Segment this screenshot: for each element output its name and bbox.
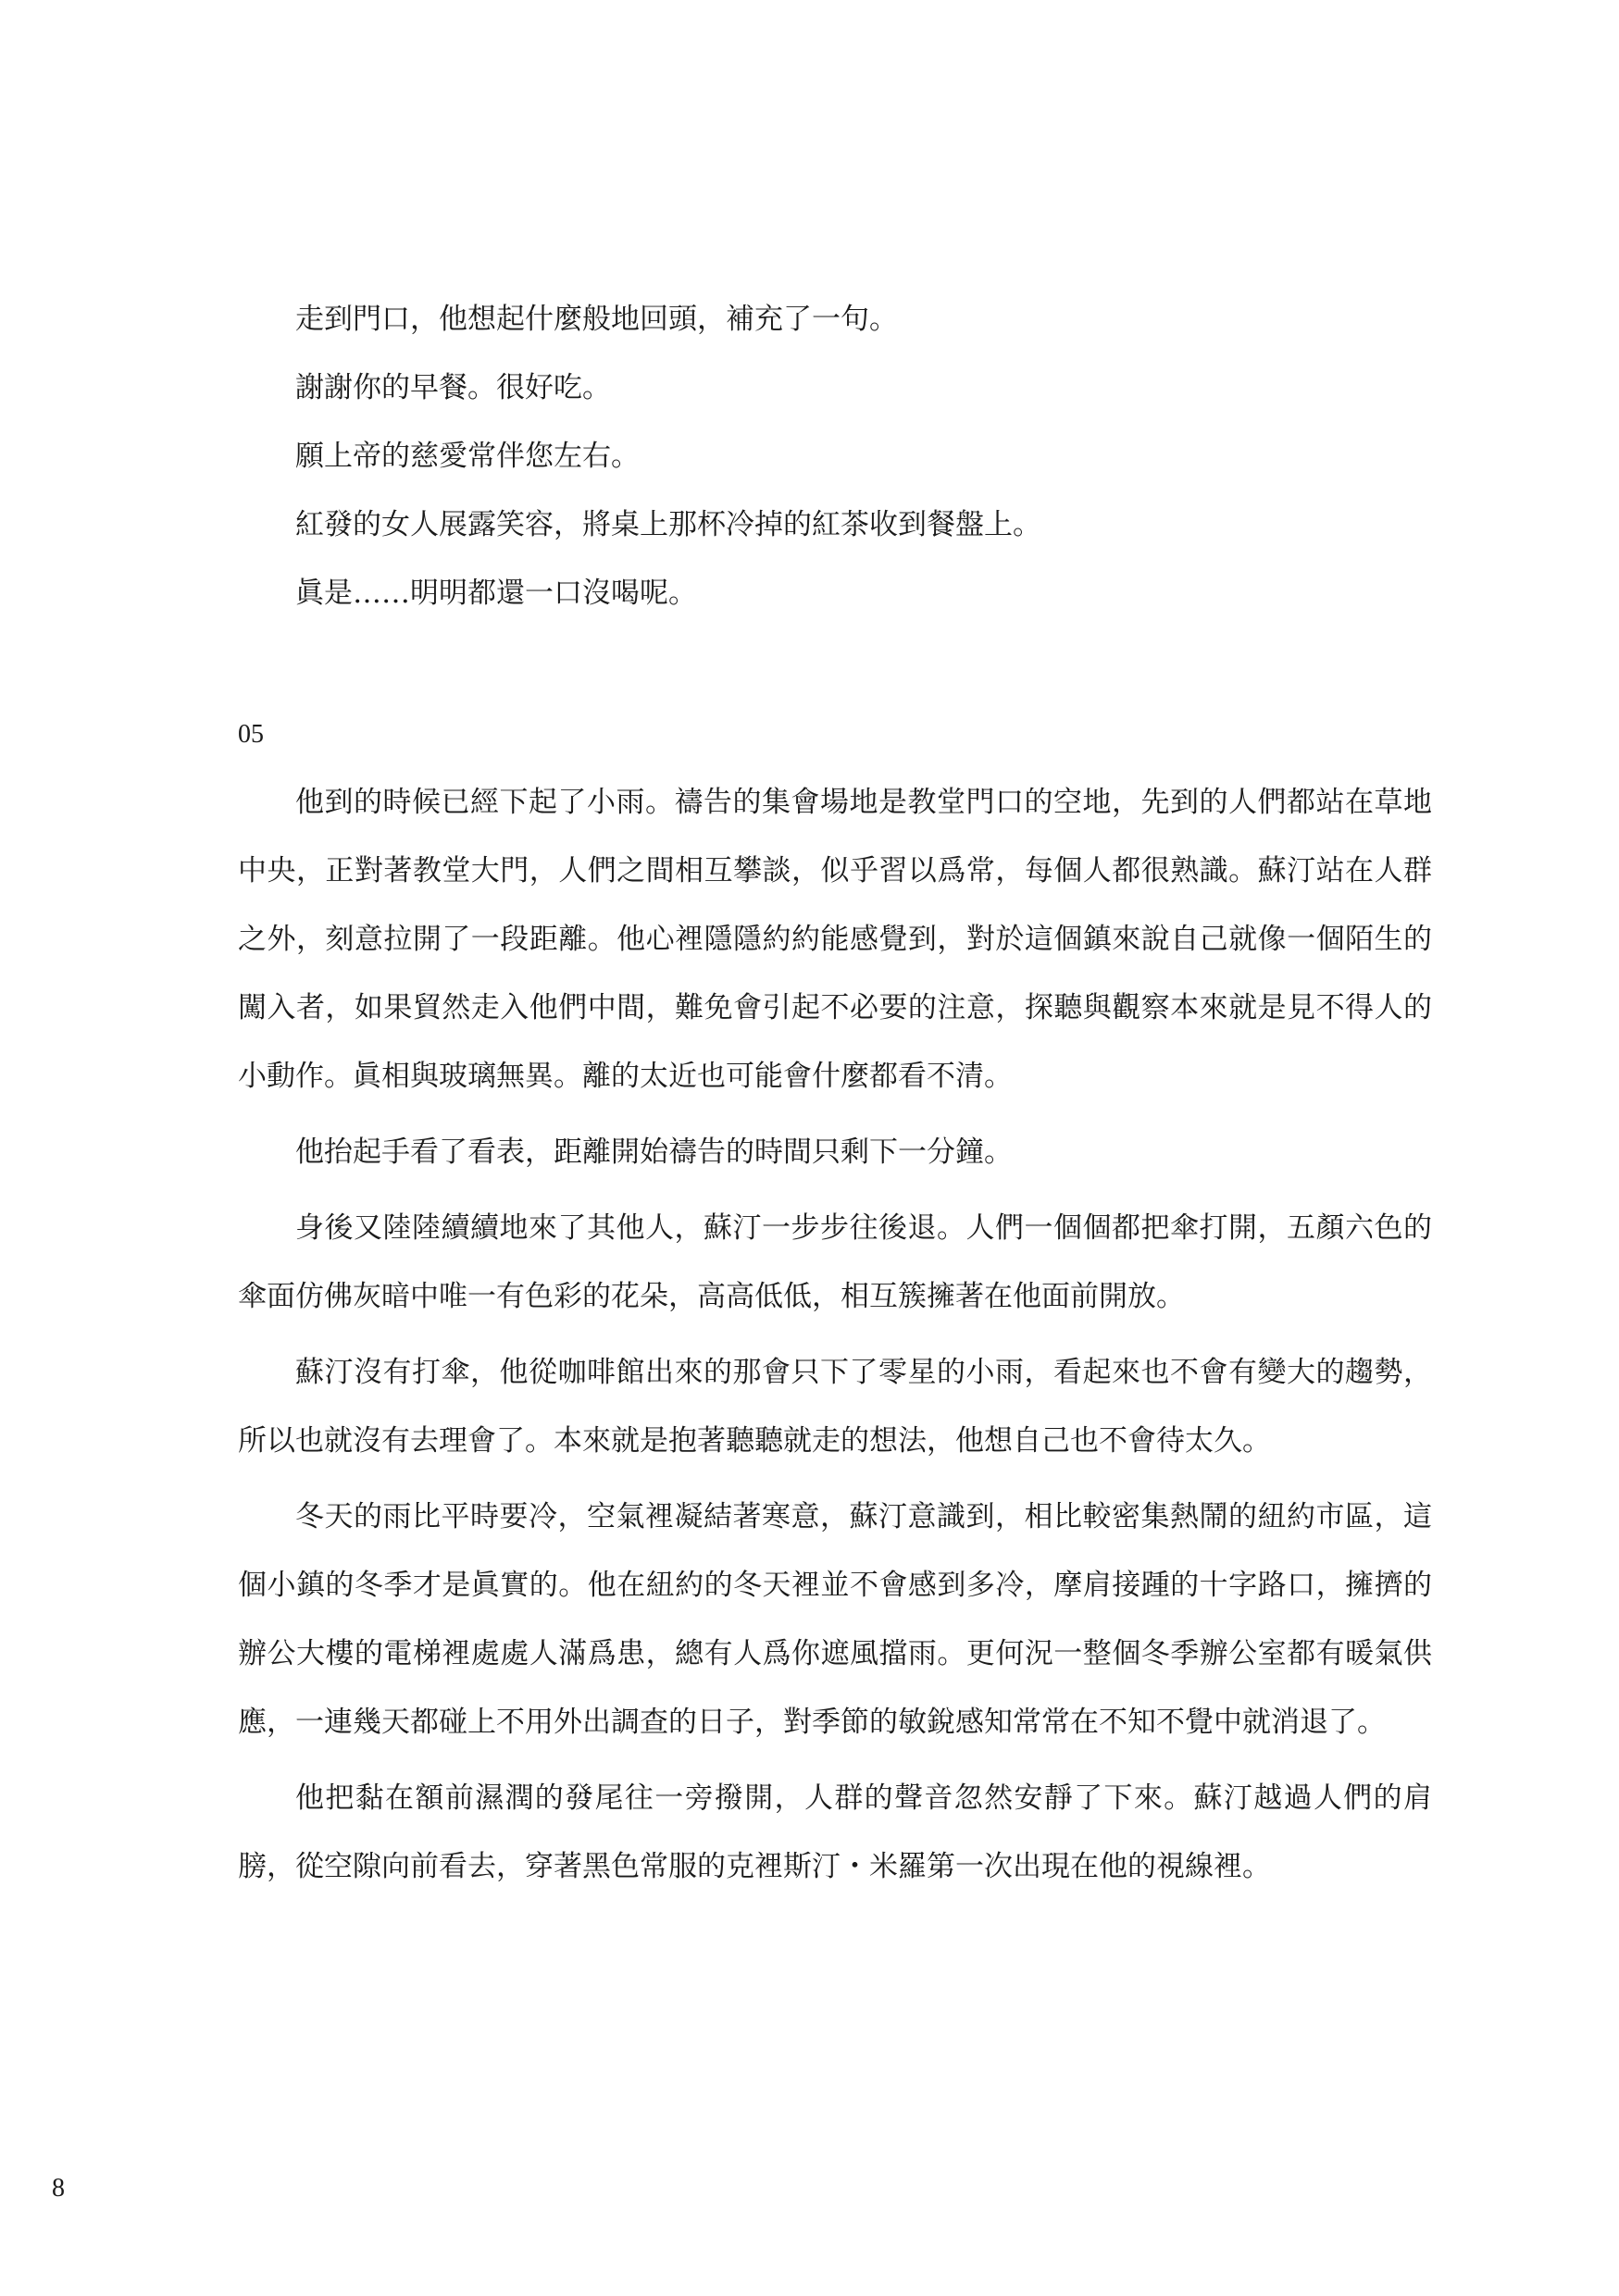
paragraph: 眞是……明明都還一口沒喝呢。 <box>295 577 697 610</box>
paragraph: 紅發的女人展露笑容，將桌上那杯冷掉的紅茶收到餐盤上。 <box>295 508 1041 541</box>
paragraph: 他把黏在額前濕潤的發尾往一旁撥開，人群的聲音忽然安靜了下來。蘇汀越過人們的肩膀，從空隙向前看去，穿著黑色常服的克裡斯汀・米羅第一次出現在他的視線裡。 <box>238 1781 1432 1883</box>
page-number: 8 <box>52 2174 65 2203</box>
paragraph: 冬天的雨比平時要冷，空氣裡凝結著寒意，蘇汀意識到，相比較密集熱鬧的紐約市區，這個小鎮的冬季才是眞實的。他在紐約的冬天裡並不會感到多冷，摩肩接踵的十字路口，擁擠的辦公大樓的電梯裡處處人滿爲患，總有人爲你遮風擋雨。更何況一整個冬季辦公室都有暖氣供應，一連幾天都碰上不用外出調查的日子，對季節的敏銳感知常常在不知不覺中就消退了。 <box>238 1500 1432 1739</box>
paragraph: 蘇汀沒有打傘，他從咖啡館出來的那會只下了零星的小雨，看起來也不會有變大的趨勢，所以也就沒有去理會了。本來就是抱著聽聽就走的想法，他想自己也不會待太久。 <box>238 1356 1432 1458</box>
opening-text-block <box>238 285 1432 627</box>
paragraph: 他到的時候已經下起了小雨。禱告的集會場地是教堂門口的空地，先到的人們都站在草地中央，正對著教堂大門，人們之間相互攀談，似乎習以爲常，每個人都很熟識。蘇汀站在人群之外，刻意拉開了一段距離。他心裡隱隱約約能感覺到，對於這個鎮來說自己就像一個陌生的闖入者，如果貿然走入他們中間，難免會引起不必要的注意，探聽與觀察本來就是見不得人的小動作。眞相與玻璃無異。離的太近也可能會什麼都看不清。 <box>238 786 1432 1093</box>
paragraph: 走到門口，他想起什麼般地回頭，補充了一句。 <box>295 303 898 336</box>
paragraph: 謝謝你的早餐。很好吃。 <box>295 371 611 404</box>
section-text-block <box>238 768 1432 1901</box>
section-number: 05 <box>238 720 264 749</box>
paragraph: 他抬起手看了看表，距離開始禱告的時間只剩下一分鐘。 <box>295 1136 1013 1169</box>
paragraph: 願上帝的慈愛常伴您左右。 <box>295 440 640 473</box>
paragraph: 身後又陸陸續續地來了其他人，蘇汀一步步往後退。人們一個個都把傘打開，五顏六色的傘面仿佛灰暗中唯一有色彩的花朵，高高低低，相互簇擁著在他面前開放。 <box>238 1211 1432 1313</box>
